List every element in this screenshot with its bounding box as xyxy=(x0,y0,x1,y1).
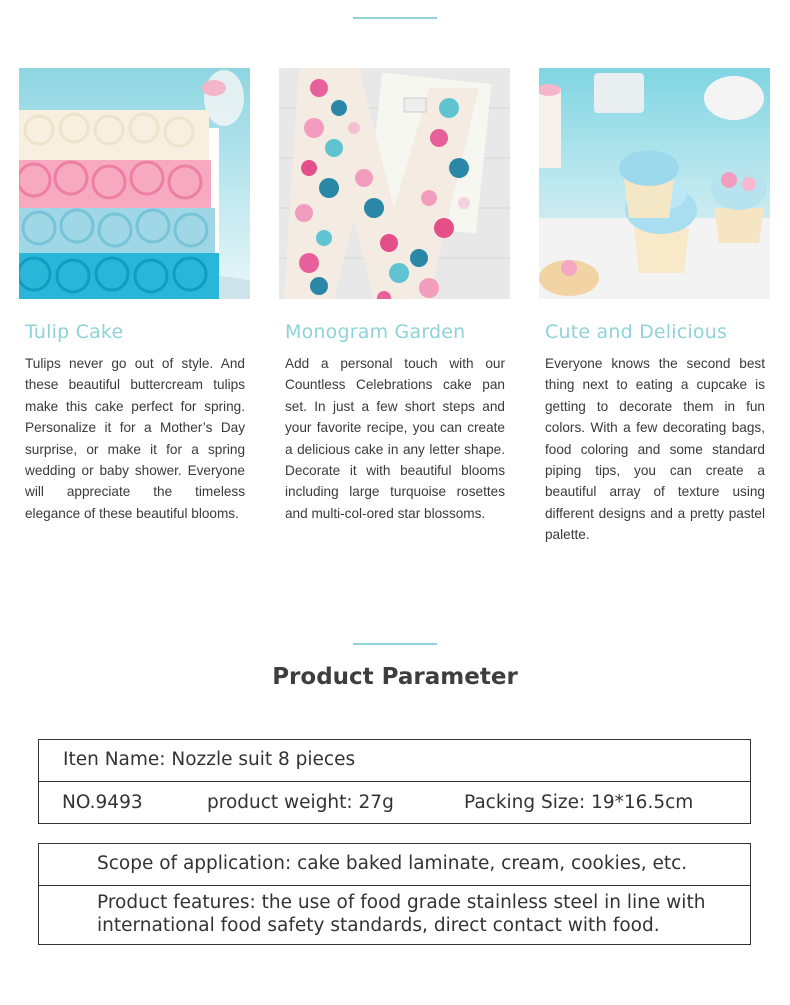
card-monogram-garden xyxy=(279,68,510,524)
top-divider xyxy=(353,17,437,19)
item-number: NO.9493 xyxy=(62,792,143,813)
product-features: Product features: the use of food grade stainless steel in line with international food safety standards, direct contact with food. xyxy=(97,892,706,936)
tulip-cake-image xyxy=(19,68,250,299)
table-row xyxy=(39,844,750,886)
card-title: Monogram Garden xyxy=(285,321,466,343)
card-title: Cute and Delicious xyxy=(545,321,728,343)
section-title: Product Parameter xyxy=(272,664,518,690)
monogram-cake-image xyxy=(279,68,510,299)
card-tulip-cake xyxy=(19,68,250,524)
cupcakes-image xyxy=(539,68,770,299)
card-description: Everyone knows the second best thing next to eating a cupcake is getting to decorate them in fun colors. With a few decorating bags, food coloring and some standard piping tips, you can create a beautiful array of texture using different designs and a pretty pastel palette. xyxy=(545,356,765,543)
section-divider xyxy=(353,643,437,645)
table-row xyxy=(39,740,750,782)
scope-of-application: Scope of application: cake baked laminate, cream, cookies, etc. xyxy=(97,853,688,874)
item-name: Iten Name: Nozzle suit 8 pieces xyxy=(63,749,356,770)
table-row xyxy=(39,886,750,944)
card-title: Tulip Cake xyxy=(25,321,124,343)
card-description: Tulips never go out of style. And these beautiful buttercream tulips make this cake perfect for spring. Personalize it for a Mother’s Day surprise, or make it for a spring wedding or baby shower. Everyone will appreciate the timeless elegance of these beautiful blooms. xyxy=(25,356,245,521)
packing-size: Packing Size: 19*16.5cm xyxy=(464,792,694,813)
features-table xyxy=(38,843,751,945)
parameter-table xyxy=(38,739,751,824)
card-cute-and-delicious xyxy=(539,68,770,546)
table-row xyxy=(39,782,750,824)
card-description: Add a personal touch with our Countless Celebrations cake pan set. In just a few short steps and your favorite recipe, you can create a delicious cake in any letter shape. Decorate it with beautiful blooms including large turquoise rosettes and multi-col-ored star blossoms. xyxy=(285,356,505,521)
product-weight: product weight: 27g xyxy=(207,792,394,813)
